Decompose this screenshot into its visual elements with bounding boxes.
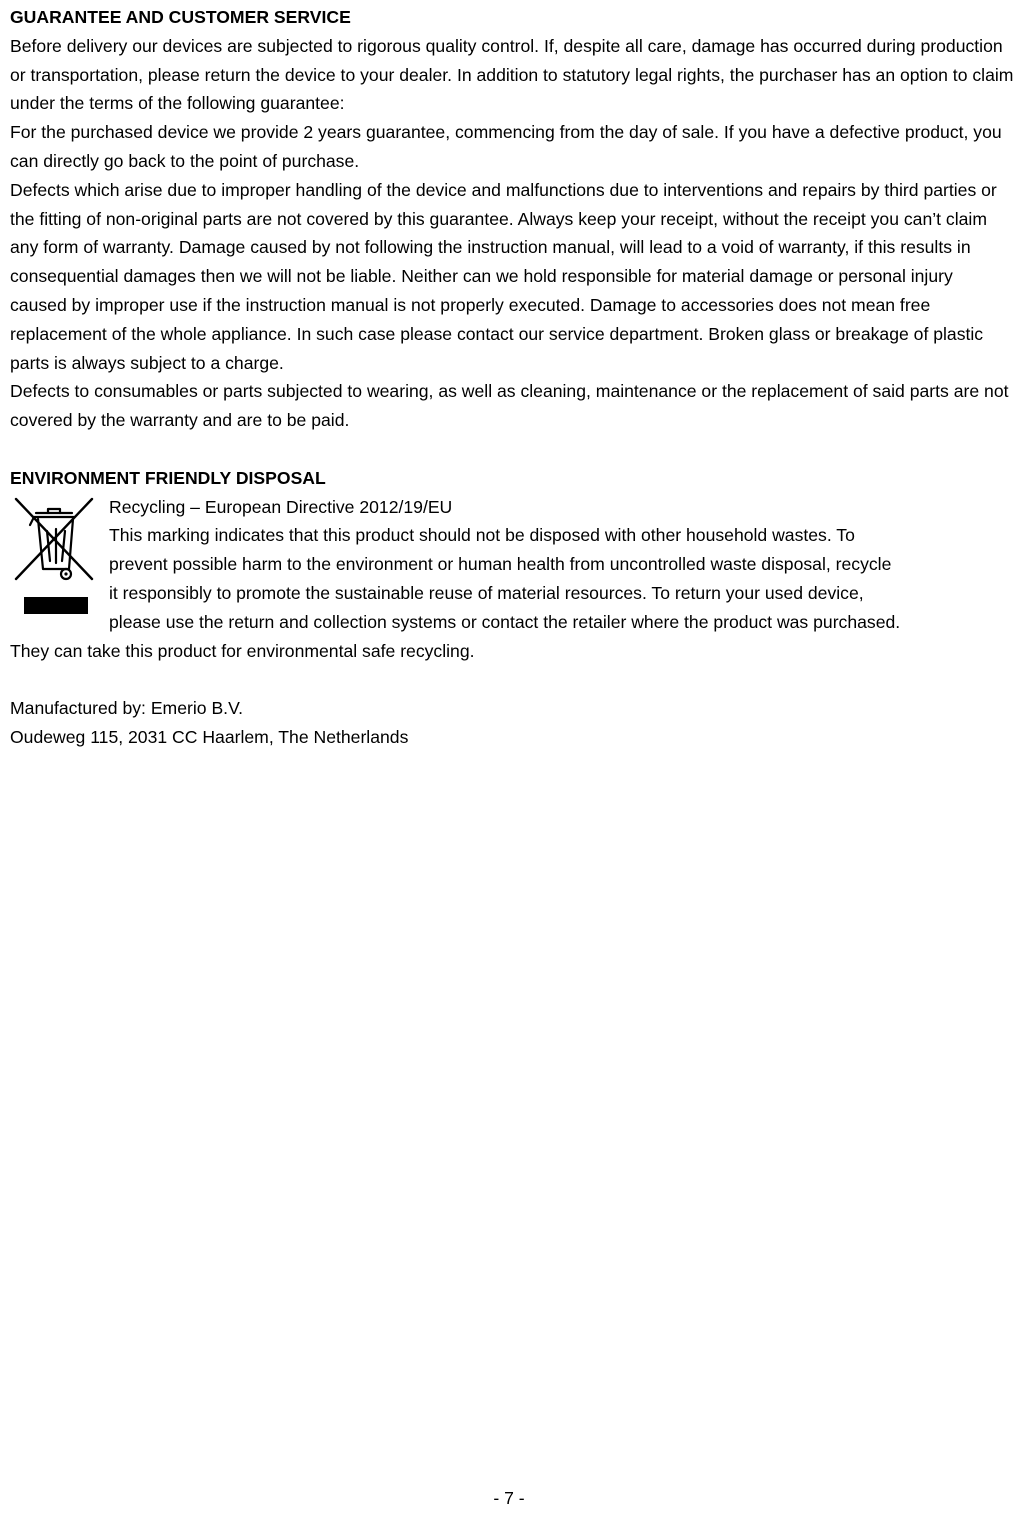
guarantee-paragraph-4: Defects to consumables or parts subjected to wearing, as well as cleaning, maintenance or the replacement of said parts are not covered by the warranty and are to be paid. [10,381,1009,431]
disposal-continuation: They can take this product for environmental safe recycling. [10,640,475,661]
disposal-line-3: prevent possible harm to the environment or human health from uncontrolled waste disposal, recycle [109,554,892,575]
crossed-out-wheelie-bin-icon [10,495,98,625]
page-number: - 7 - [493,1488,525,1508]
guarantee-paragraph-2: For the purchased device we provide 2 years guarantee, commencing from the day of sale. If you have a defective product, you can directly go back to the point of purchase. [10,122,1002,171]
disposal-line-4: it responsibly to promote the sustainable reuse of material resources. To return your used device, [109,582,864,603]
section-gap [10,665,1014,694]
manufacturer-name: Manufactured by: Emerio B.V. [10,698,244,719]
disposal-line-5: please use the return and collection systems or contact the retailer where the product was purchased. [109,611,901,632]
guarantee-paragraph-3: Defects which arise due to improper handling of the device and malfunctions due to interventions and repairs by third parties or the fitting of non-original parts are not covered by this guarantee. Always keep your receipt, without the receipt you can’t claim any form of warranty. Damage caused by not following the instruction manual, will lead to a void of warranty, if this results in consequential damages then we will not be liable. Neither can we hold responsible for material damage or personal injury caused by improper use if the instruction manual is not properly executed. Damage to accessories does not mean free replacement of the whole appliance. In such case please contact our service department. Broken glass or breakage of plastic parts is always subject to a charge. [10,179,997,373]
disposal-line-2: This marking indicates that this product should not be disposed with other household wastes. To [109,525,855,546]
disposal-text [109,493,1014,637]
disposal-line-1: Recycling – European Directive 2012/19/EU [109,496,453,517]
disposal-heading: ENVIRONMENT FRIENDLY DISPOSAL [10,467,326,488]
manufacturer-address: Oudeweg 115, 2031 CC Haarlem, The Netherlands [10,726,409,747]
page-content [10,3,1014,752]
section-gap [10,435,1014,464]
disposal-block [10,493,1014,637]
guarantee-heading: GUARANTEE AND CUSTOMER SERVICE [10,7,351,27]
guarantee-paragraph-1: Before delivery our devices are subjected to rigorous quality control. If, despite all care, damage has occurred during production or transportation, please return the device to your dealer. In addition to statutory legal rights, the purchaser has an option to claim under the terms of the following guarantee: [10,35,1014,114]
